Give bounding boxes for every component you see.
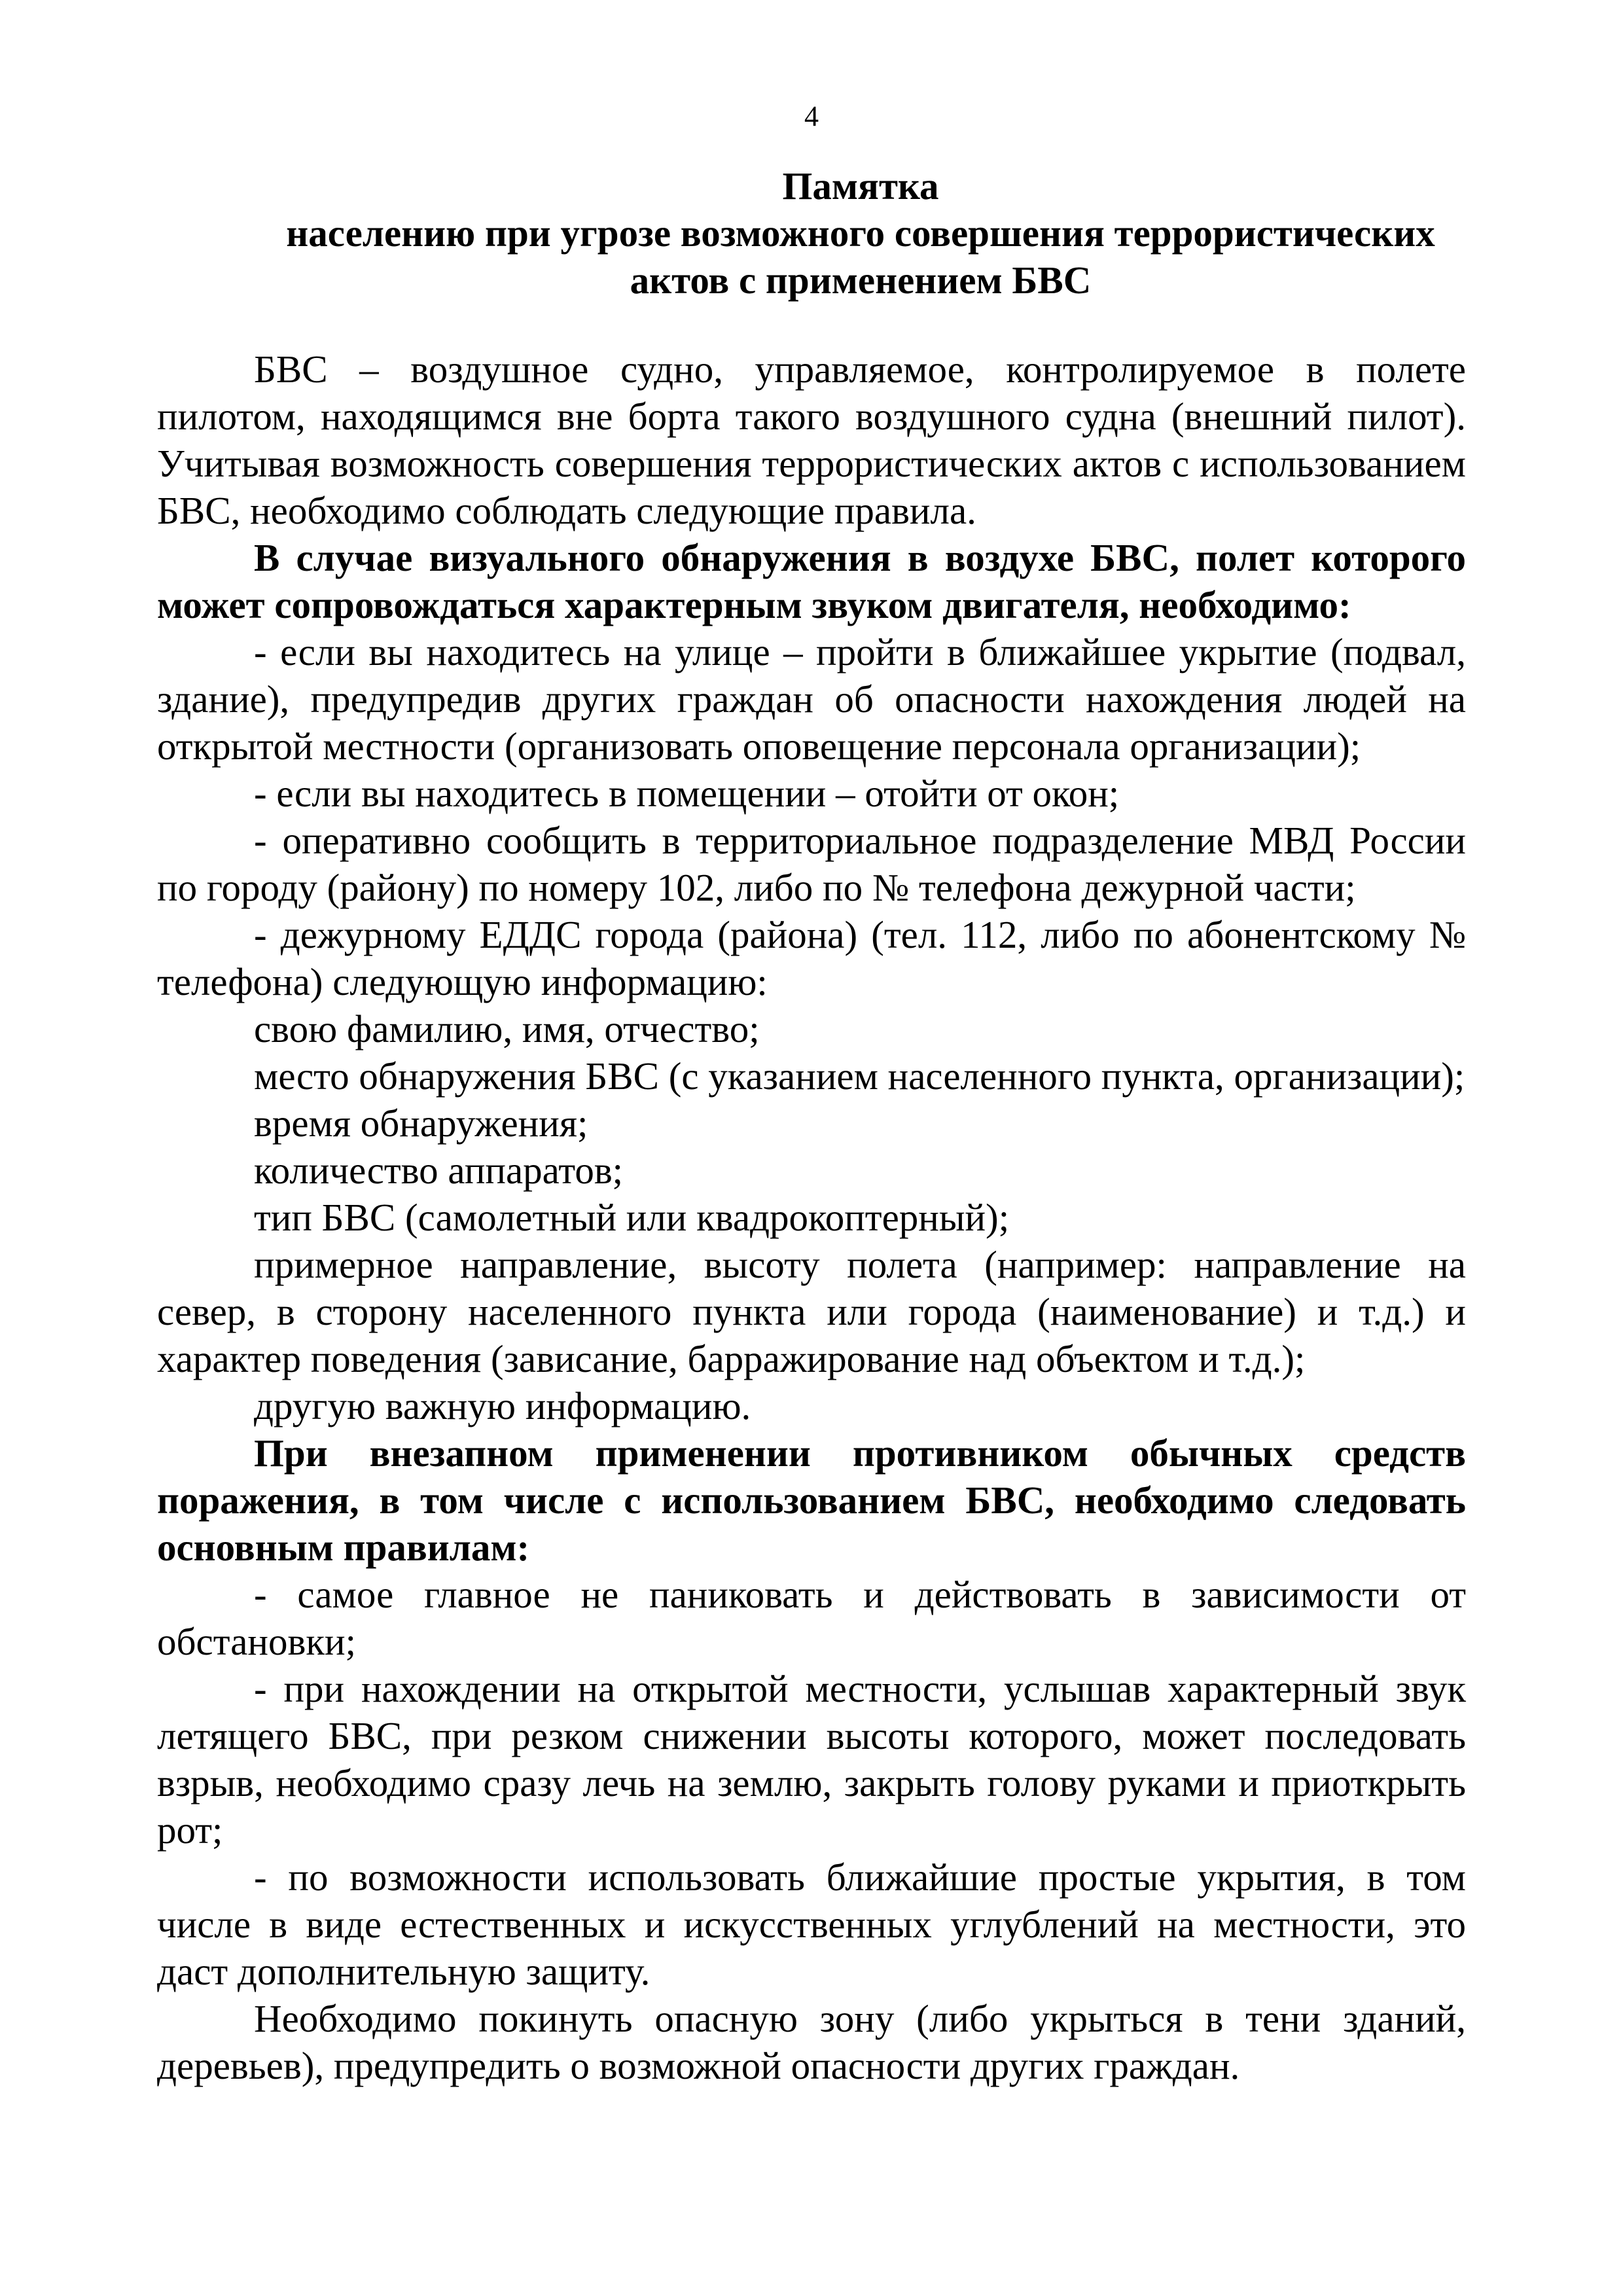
section1-item: - оперативно сообщить в территориальное подразделение МВД России по городу (району) по номеру 102, либо по № телефона дежурной части;	[157, 819, 1466, 909]
title-line-1: Памятка	[782, 164, 939, 207]
page-number: 4	[804, 100, 819, 132]
section2-item: - самое главное не паниковать и действовать в зависимости от обстановки;	[157, 1573, 1466, 1663]
info-list-item: другую важную информацию.	[254, 1384, 751, 1427]
info-list-item: время обнаружения;	[254, 1102, 588, 1145]
section1-item: - дежурному ЕДДС города (района) (тел. 112, либо по абонентскому № телефона) следующую информацию:	[157, 913, 1466, 1003]
title-line-2: населению при угрозе возможного совершения террористических	[286, 211, 1435, 255]
document-title	[157, 162, 1466, 304]
intro-paragraph: БВС – воздушное судно, управляемое, контролируемое в полете пилотом, находящимся вне борта такого воздушного судна (внешний пилот). Учитывая возможность совершения террористических актов с использованием БВС, необходимо соблюдать следующие правила.	[157, 348, 1466, 532]
info-list-item: примерное направление, высоту полета (например: направление на север, в сторону населенного пункта или города (наименование) и т.д.) и характер поведения (зависание, барражирование над объектом и т.д.);	[157, 1243, 1466, 1380]
info-list-item: тип БВС (самолетный или квадрокоптерный);	[254, 1196, 1010, 1239]
info-list-item: место обнаружения БВС (с указанием населенного пункта, организации);	[254, 1054, 1465, 1098]
section1-heading: В случае визуального обнаружения в воздухе БВС, полет которого может сопровождаться характерным звуком двигателя, необходимо:	[157, 536, 1466, 626]
info-list-item: количество аппаратов;	[254, 1149, 624, 1192]
document-body	[157, 346, 1466, 2089]
section1-item: - если вы находитесь в помещении – отойти от окон;	[254, 772, 1120, 815]
section2-heading: При внезапном применении противником обычных средств поражения, в том числе с использованием БВС, необходимо следовать основным правилам:	[157, 1431, 1466, 1569]
section1-item: - если вы находитесь на улице – пройти в ближайшее укрытие (подвал, здание), предупредив других граждан об опасности нахождения людей на открытой местности (организовать оповещение персонала организации);	[157, 630, 1466, 768]
section2-item: - по возможности использовать ближайшие простые укрытия, в том числе в виде естественных и искусственных углублений на местности, это даст дополнительную защиту.	[157, 1856, 1466, 1993]
info-list-item: свою фамилию, имя, отчество;	[254, 1007, 760, 1050]
section2-item: - при нахождении на открытой местности, услышав характерный звук летящего БВС, при резком снижении высоты которого, может последовать взрыв, необходимо сразу лечь на землю, закрыть голову руками и приоткрыть рот;	[157, 1667, 1466, 1852]
closing-paragraph: Необходимо покинуть опасную зону (либо укрыться в тени зданий, деревьев), предупредить о возможной опасности других граждан.	[157, 1997, 1466, 2087]
title-line-3: актов с применением БВС	[630, 259, 1092, 302]
